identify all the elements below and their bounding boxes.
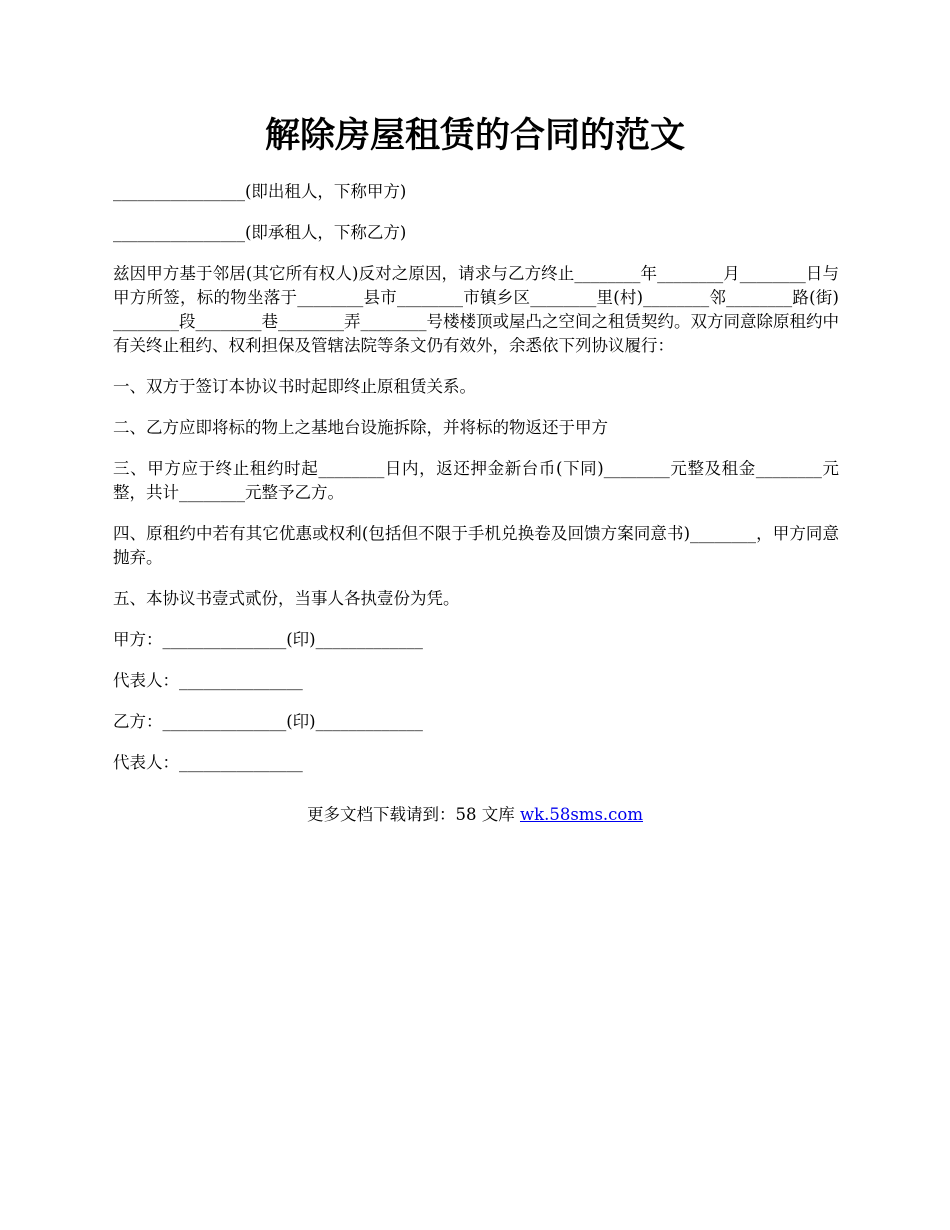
lessee-line: ________________(即承租人，下称乙方) [113,223,407,242]
preamble-paragraph: 兹因甲方基于邻居(其它所有权人)反对之原因，请求与乙方终止________年________月________日与甲方所签，标的物坐落于________县市________市镇乡区________里(村)________邻________路(街)________段________巷________弄________号楼楼顶或屋凸之空间之租赁契约。双方同意除原租约中有关终止租约、权利担保及管辖法院等条文仍有效外，余悉依下列协议履行： [113,264,839,355]
clause-5: 五、本协议书壹式贰份，当事人各执壹份为凭。 [113,589,460,608]
clause-3: 三、甲方应于终止租约时起________日内，返还押金新台币(下同)________元整及租金________元整，共计________元整予乙方。 [113,459,839,502]
footer [0,803,950,827]
clause-4: 四、原租约中若有其它优惠或权利(包括但不限于手机兑换卷及回馈方案同意书)________，甲方同意抛弃。 [113,524,839,567]
footer-text: 更多文档下载请到：58 文库 [306,805,520,824]
footer-link[interactable]: wk.58sms.com [519,805,643,824]
signature-party-a: 甲方：_______________(印)_____________ [113,630,423,649]
page-title: 解除房屋租赁的合同的范文 [264,115,685,156]
clause-1: 一、双方于签订本协议书时起即终止原租赁关系。 [113,377,476,396]
lessor-line: ________________(即出租人，下称甲方) [113,182,407,201]
signature-party-a-representative: 代表人：_______________ [113,671,303,690]
signature-party-b: 乙方：_______________(印)_____________ [113,712,423,731]
clause-2: 二、乙方应即将标的物上之基地台设施拆除，并将标的物返还于甲方 [113,418,608,437]
signature-party-b-representative: 代表人：_______________ [113,753,303,772]
document-body [113,180,839,792]
